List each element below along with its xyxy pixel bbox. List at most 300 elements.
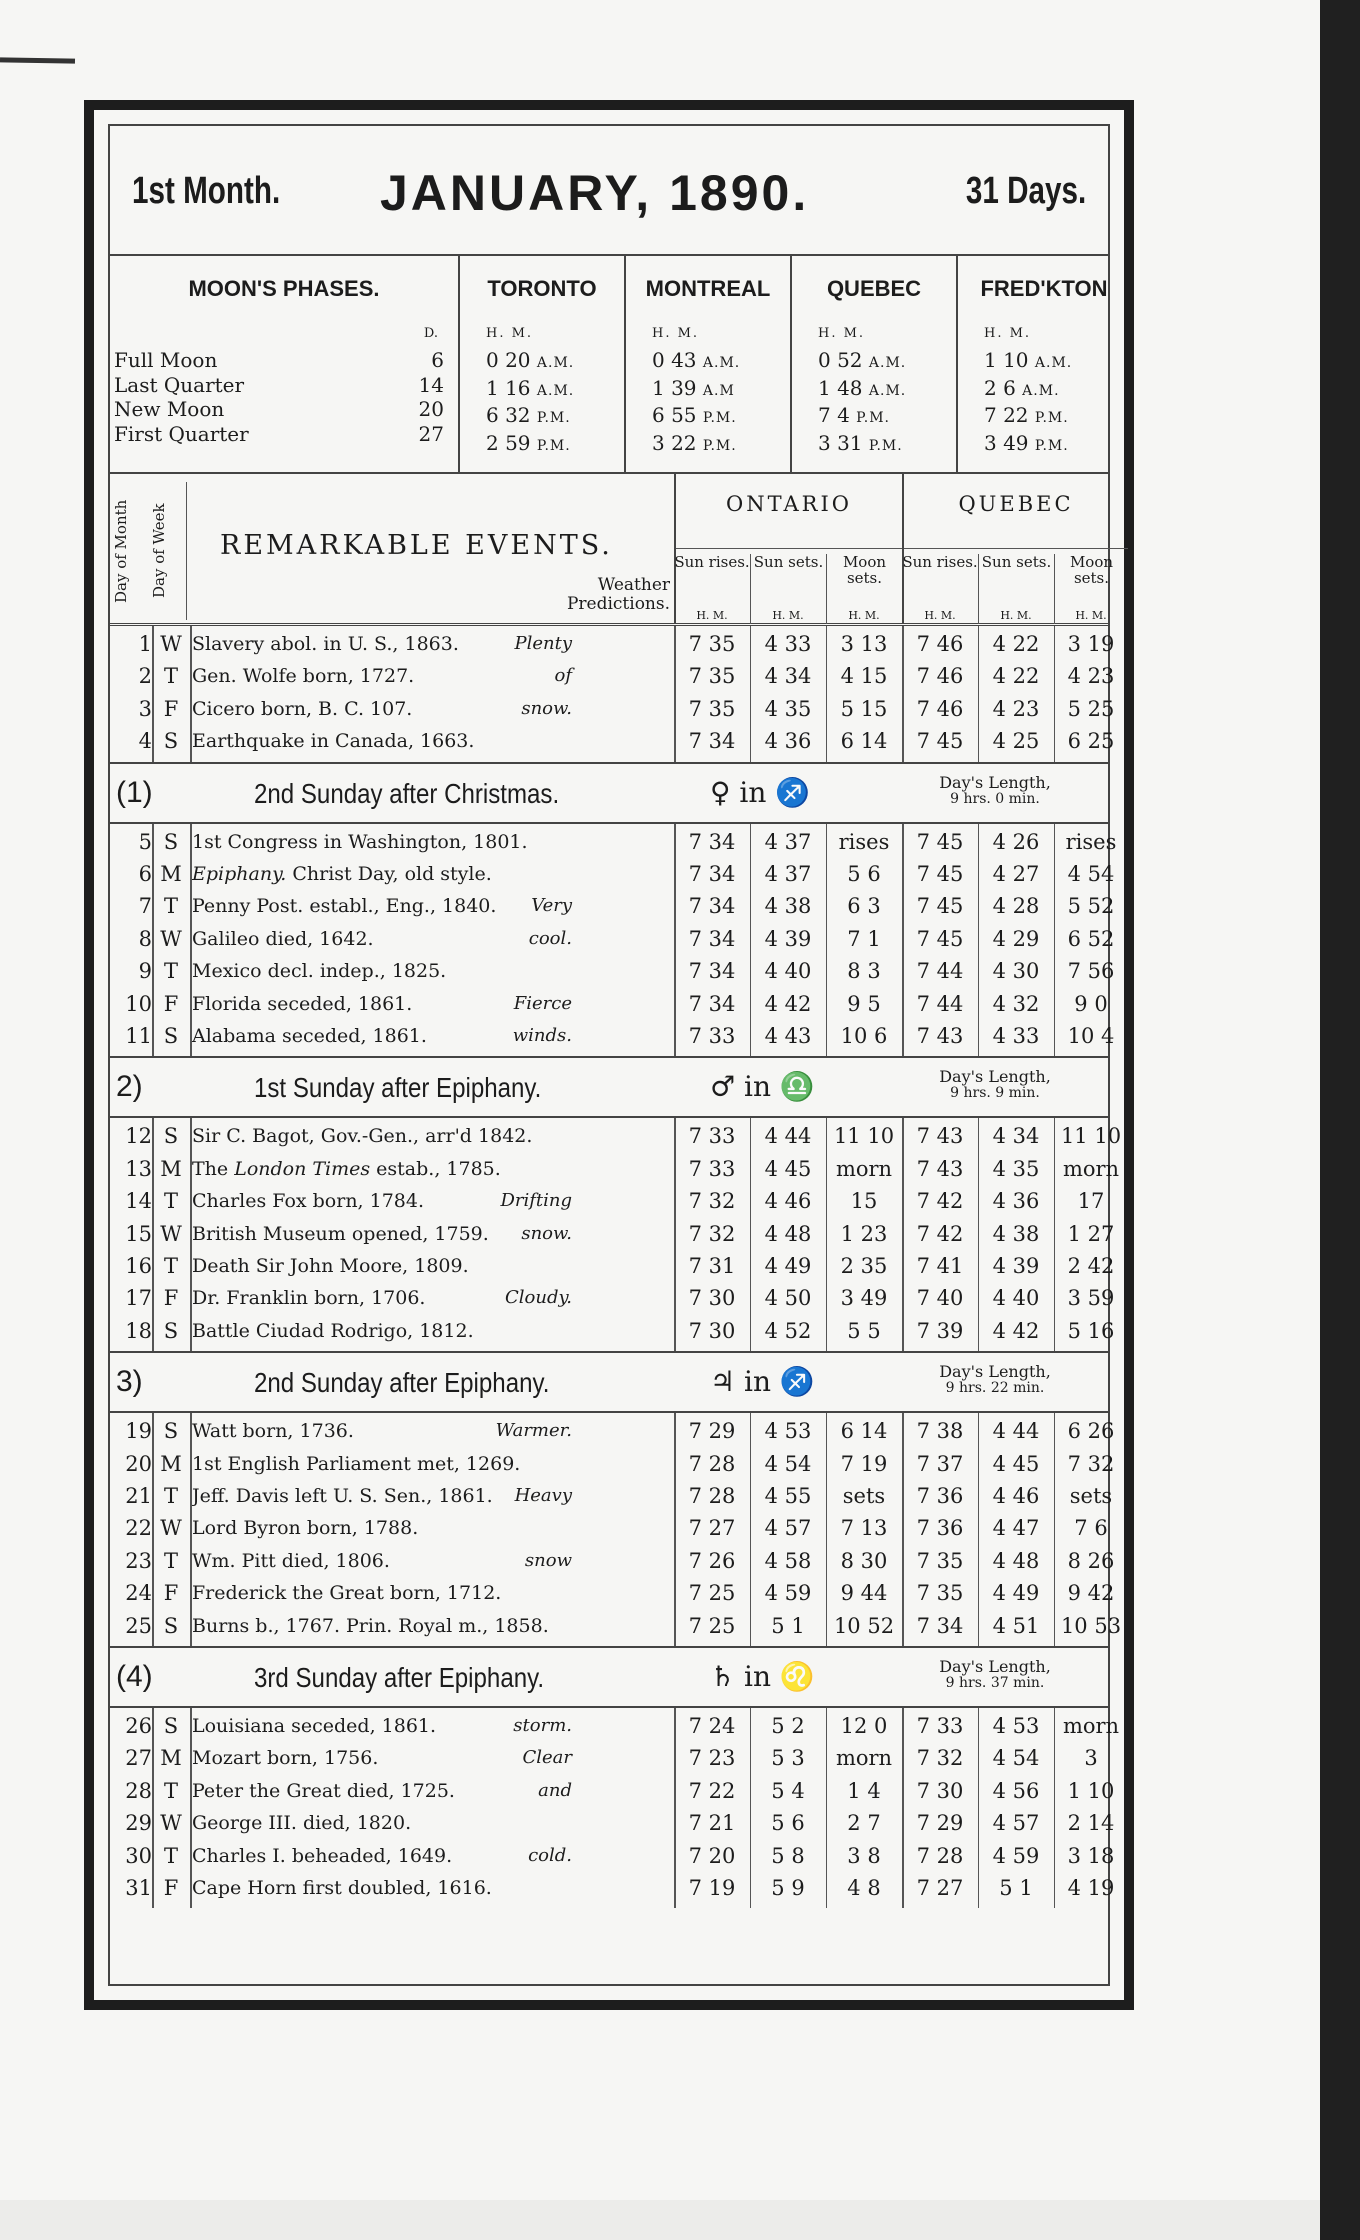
column-rule — [902, 1708, 904, 1908]
day-label: D. — [423, 326, 438, 341]
event-text: British Museum opened, 1759. — [192, 1222, 489, 1245]
time-cell: 6 26 — [1067, 1419, 1115, 1444]
time-cell: 7 19 — [688, 1876, 736, 1900]
day-length-label: Day's Length, — [939, 1362, 1051, 1382]
column-rule — [674, 1413, 676, 1646]
weather-prediction: snow. — [521, 697, 572, 719]
column-rule — [826, 1708, 827, 1908]
day-of-week: T — [163, 1484, 178, 1508]
day-of-month: 4 — [138, 729, 152, 754]
time-cell: 7 20 — [688, 1843, 736, 1868]
time-cell: 7 19 — [840, 1451, 888, 1476]
time-cell: 7 37 — [916, 1451, 964, 1476]
column-rule — [152, 1413, 154, 1646]
event-text: Penny Post. establ., Eng., 1840. — [192, 895, 497, 918]
time-cell: 7 34 — [688, 894, 736, 919]
column-rule — [152, 1118, 154, 1351]
phase-time — [818, 403, 906, 431]
time-cell: 7 43 — [916, 1124, 964, 1149]
time-cell: 4 39 — [764, 926, 812, 951]
phase-row — [114, 397, 444, 422]
remarkable-events-header: REMARKABLE EVENTS. — [220, 530, 613, 561]
time-cell: 4 40 — [764, 959, 812, 984]
time-cell: 4 36 — [992, 1189, 1040, 1214]
time-value: 0 20 — [486, 348, 531, 372]
calendar-row — [110, 988, 1108, 1020]
time-value: 2 6 — [984, 375, 1016, 400]
day-of-week: T — [163, 1778, 178, 1803]
time-cell: 10 6 — [840, 1024, 888, 1048]
calendar-row — [110, 890, 1115, 922]
phase-day: 6 — [431, 348, 444, 372]
time-cell: 7 40 — [916, 1286, 964, 1311]
time-cell: 4 28 — [992, 894, 1040, 919]
time-cell: 4 35 — [992, 1156, 1040, 1181]
sunday-number: 3) — [116, 1365, 143, 1399]
sunday-name: 2nd Sunday after Epiphany. — [254, 1367, 550, 1399]
time-cell: 7 35 — [688, 664, 736, 689]
time-cell: 7 36 — [916, 1484, 964, 1508]
time-cell: 4 38 — [992, 1221, 1040, 1246]
day-length-label: Day's Length, — [939, 1657, 1051, 1676]
time-cell: 4 15 — [840, 664, 888, 689]
city-name: FRED'KTON — [980, 276, 1108, 301]
time-cell: 7 24 — [688, 1714, 736, 1738]
time-cell: 7 45 — [916, 926, 964, 951]
time-cell: rises — [838, 829, 890, 854]
day-of-week: S — [163, 1419, 179, 1444]
day-of-week: W — [160, 1221, 182, 1246]
event-text: Frederick the Great born, 1712. — [192, 1582, 502, 1605]
time-cell: 7 21 — [688, 1811, 736, 1836]
time-cell: 5 1 — [999, 1876, 1033, 1900]
time-cell: 7 42 — [916, 1189, 964, 1214]
hm-sub-label: H. M. — [1000, 609, 1032, 622]
phase-time — [818, 376, 906, 404]
time-cell: 4 37 — [764, 829, 812, 854]
time-value: 1 10 — [984, 348, 1029, 372]
time-value: 3 49 — [984, 430, 1029, 455]
time-cell: 4 45 — [992, 1451, 1040, 1476]
meridiem: A.M. — [536, 382, 575, 399]
time-cell: 4 49 — [764, 1254, 812, 1278]
phase-times — [652, 348, 740, 458]
meridiem: A.M. — [868, 382, 907, 399]
day-of-week: T — [163, 959, 178, 984]
time-cell: 7 27 — [916, 1876, 964, 1900]
region-rule — [676, 548, 902, 549]
time-cell: 7 34 — [688, 829, 736, 854]
time-cell: 2 7 — [847, 1811, 881, 1836]
day-of-month: 25 — [125, 1613, 152, 1638]
time-cell: 4 55 — [764, 1484, 812, 1508]
column-headers — [110, 474, 1114, 626]
day-of-month: 10 — [125, 991, 152, 1016]
day-length — [910, 774, 1080, 808]
time-cell: 4 22 — [992, 632, 1040, 656]
time-cell: 7 1 — [847, 926, 881, 951]
day-of-week: S — [163, 1318, 179, 1343]
time-cell: 7 25 — [688, 1613, 736, 1638]
event-text: Earthquake in Canada, 1663. — [192, 730, 475, 753]
phase-time — [652, 403, 740, 431]
hm-label: H. M. — [818, 326, 866, 341]
time-cell: 7 32 — [916, 1746, 964, 1771]
calendar-row — [110, 1610, 1122, 1642]
time-cell: 4 32 — [992, 991, 1040, 1016]
column-rule — [902, 1118, 904, 1351]
time-cell: 7 45 — [916, 829, 964, 854]
day-of-week: W — [160, 1811, 182, 1836]
phase-time — [984, 403, 1072, 431]
day-of-week: W — [160, 1516, 182, 1541]
column-rule — [152, 626, 154, 762]
day-of-month: 31 — [125, 1876, 152, 1900]
time-cell: 6 14 — [840, 1419, 888, 1444]
weather-prediction: cold. — [528, 1844, 572, 1866]
time-cell: morn — [1062, 1714, 1120, 1738]
sub-header: Moon sets. — [826, 554, 902, 624]
time-cell: 4 46 — [764, 1189, 812, 1214]
column-rule — [190, 1413, 192, 1646]
calendar-row — [110, 1577, 1115, 1609]
calendar-row — [110, 1807, 1115, 1839]
time-cell: 4 52 — [764, 1318, 812, 1343]
column-rule — [826, 824, 827, 1057]
month-number: 1st Month. — [132, 170, 281, 212]
day-of-month: 16 — [125, 1254, 152, 1278]
time-cell: 4 58 — [764, 1548, 812, 1573]
time-cell: 7 28 — [688, 1484, 736, 1508]
time-cell: 3 59 — [1067, 1286, 1115, 1311]
calendar-row — [110, 1020, 1115, 1052]
phase-day: 20 — [418, 397, 444, 421]
time-cell: 7 25 — [688, 1581, 736, 1606]
day-of-month: 17 — [125, 1286, 152, 1311]
day-of-week: T — [163, 1189, 178, 1214]
event-text: Mexico decl. indep., 1825. — [192, 960, 447, 983]
time-cell: 4 50 — [764, 1286, 812, 1311]
day-of-week: S — [163, 729, 179, 754]
day-of-week: F — [163, 1581, 179, 1606]
phase-time — [652, 348, 740, 376]
column-rule — [1054, 1118, 1055, 1351]
city-name: TORONTO — [487, 276, 597, 301]
moon-phases-table — [110, 256, 1108, 474]
calendar-row — [110, 1775, 1115, 1807]
sub-header: Sun rises. — [674, 553, 750, 571]
time-cell: 2 14 — [1067, 1811, 1115, 1836]
phase-name: Full Moon — [114, 348, 218, 372]
time-cell: morn — [1062, 1156, 1120, 1181]
city-name: MONTREAL — [645, 276, 771, 301]
time-cell: 4 46 — [992, 1484, 1040, 1508]
time-cell: 1 4 — [847, 1778, 881, 1803]
weather-prediction: Drifting — [500, 1190, 572, 1212]
time-cell: 7 44 — [916, 991, 964, 1016]
day-of-month: 12 — [125, 1124, 152, 1149]
time-cell: 12 0 — [840, 1714, 888, 1738]
time-cell: 3 13 — [840, 632, 888, 656]
column-rule — [902, 824, 904, 1057]
time-cell: 5 2 — [771, 1714, 805, 1738]
event-text: Jeff. Davis left U. S. Sen., 1861. — [192, 1485, 493, 1507]
time-cell: 5 4 — [771, 1778, 805, 1803]
time-cell: 9 0 — [1074, 991, 1108, 1016]
day-length — [910, 1658, 1080, 1692]
day-of-month: 18 — [125, 1318, 152, 1343]
region-rule — [904, 548, 1128, 549]
time-cell: 7 28 — [916, 1843, 964, 1868]
calendar-row — [110, 1872, 1115, 1904]
time-cell: 5 6 — [847, 862, 881, 886]
day-of-month: 1 — [138, 632, 152, 656]
weather-prediction: Warmer. — [495, 1420, 572, 1442]
time-cell: 10 53 — [1060, 1613, 1122, 1638]
sunday-name: 1st Sunday after Epiphany. — [254, 1072, 542, 1104]
weather-prediction: of — [554, 665, 572, 687]
day-of-week: F — [163, 991, 179, 1016]
time-cell: 4 29 — [992, 926, 1040, 951]
time-cell: 9 42 — [1067, 1581, 1115, 1606]
time-cell: 7 38 — [916, 1419, 964, 1444]
time-cell: 5 52 — [1067, 894, 1115, 919]
phase-day: 14 — [418, 372, 444, 397]
time-cell: 7 39 — [916, 1318, 964, 1343]
hm-sub-label: H. M. — [924, 609, 956, 622]
time-cell: 8 3 — [847, 959, 881, 984]
phase-day: 27 — [418, 421, 444, 446]
column-rule — [750, 1413, 751, 1646]
day-length-value: 9 hrs. 22 min. — [945, 1380, 1045, 1397]
column-rule — [826, 626, 827, 762]
time-cell: 4 49 — [992, 1581, 1040, 1606]
event-text: Charles Fox born, 1784. — [192, 1190, 425, 1213]
day-of-month: 7 — [138, 894, 152, 919]
time-cell: 7 27 — [688, 1516, 736, 1541]
day-of-week: M — [160, 1451, 182, 1476]
event-text: Florida seceded, 1861. — [192, 992, 413, 1015]
city-name: QUEBEC — [826, 276, 922, 301]
event-text: Sir C. Bagot, Gov.-Gen., arr'd 1842. — [192, 1125, 533, 1148]
column-rule — [190, 1118, 192, 1351]
time-cell: 4 48 — [764, 1221, 812, 1246]
time-cell: 4 22 — [992, 664, 1040, 689]
calendar-row — [110, 725, 1115, 757]
time-cell: 3 — [1084, 1746, 1098, 1771]
phase-list — [114, 348, 444, 446]
time-cell: 4 43 — [764, 1024, 812, 1048]
time-cell: 17 — [1077, 1189, 1105, 1214]
phase-row — [114, 422, 444, 447]
hm-sub-label: H. M. — [848, 609, 880, 622]
time-cell: 6 3 — [847, 894, 881, 919]
column-rule — [750, 1708, 751, 1908]
time-cell: 4 33 — [992, 1024, 1040, 1048]
weather-predictions-header: Weather Predictions. — [566, 575, 670, 614]
phase-time — [652, 376, 740, 404]
meridiem: A.M. — [868, 355, 907, 371]
day-of-week: T — [163, 894, 178, 919]
meridiem: A.M. — [1022, 382, 1060, 399]
time-cell: morn — [835, 1746, 893, 1771]
event-text: Alabama seceded, 1861. — [192, 1025, 427, 1047]
time-cell: 7 34 — [688, 862, 736, 886]
sunday-number: (1) — [116, 775, 153, 809]
column-rule — [1054, 1708, 1055, 1908]
meridiem: P.M. — [868, 437, 903, 454]
weather-prediction: storm. — [513, 1715, 572, 1736]
column-rule — [902, 626, 904, 762]
phase-time — [818, 348, 906, 376]
time-cell: 7 22 — [688, 1778, 736, 1803]
time-cell: 7 45 — [916, 862, 964, 886]
time-cell: 7 35 — [688, 696, 736, 721]
time-cell: 7 34 — [688, 729, 736, 754]
time-value: 7 4 — [818, 403, 850, 427]
meridiem: P.M. — [536, 437, 571, 454]
phase-time — [486, 403, 574, 431]
calendar-row — [110, 660, 1115, 692]
time-cell: 6 14 — [840, 729, 888, 754]
time-cell: 7 26 — [688, 1548, 736, 1573]
time-cell: 4 57 — [764, 1516, 812, 1541]
day-of-month: 19 — [125, 1419, 152, 1444]
time-cell: 7 23 — [688, 1746, 736, 1771]
time-cell: 8 30 — [840, 1548, 888, 1573]
time-cell: 5 5 — [847, 1318, 881, 1343]
day-of-month: 15 — [125, 1221, 152, 1246]
day-of-week: T — [163, 1843, 178, 1868]
time-cell: 7 36 — [916, 1516, 964, 1541]
day-of-month: 2 — [138, 664, 152, 689]
time-cell: 4 26 — [992, 829, 1040, 854]
day-of-month: 22 — [125, 1516, 152, 1541]
calendar-row — [110, 1545, 1115, 1577]
calendar-row — [110, 1120, 1122, 1152]
weather-prediction: winds. — [512, 1025, 572, 1046]
column-rule — [1054, 626, 1055, 762]
calendar-row — [110, 1840, 1115, 1872]
phase-time — [486, 376, 574, 404]
calendar-row — [110, 1742, 1108, 1774]
sub-header: Moon sets. — [1054, 554, 1128, 624]
planet-position: ♂ in ♎ — [710, 1070, 815, 1104]
event-text: Dr. Franklin born, 1706. — [192, 1287, 426, 1310]
calendar-row — [110, 1415, 1115, 1447]
weather-prediction: snow. — [521, 1222, 572, 1244]
time-cell: 7 35 — [916, 1581, 964, 1606]
day-of-week: T — [163, 664, 178, 689]
almanac-inner — [108, 124, 1122, 1986]
calendar-row — [110, 1315, 1115, 1347]
time-cell: 4 48 — [992, 1548, 1040, 1573]
time-cell: 7 42 — [916, 1221, 964, 1246]
day-of-month: 9 — [138, 959, 152, 984]
title-row — [110, 126, 1108, 256]
day-of-week: F — [163, 1876, 179, 1900]
time-cell: 9 5 — [847, 991, 881, 1016]
sub-header: Sun rises. — [902, 553, 978, 571]
time-cell: 5 6 — [771, 1811, 805, 1836]
time-value: 0 43 — [652, 348, 697, 372]
event-text: Lord Byron born, 1788. — [192, 1517, 419, 1540]
time-cell: 4 34 — [764, 664, 812, 689]
time-cell: 4 34 — [992, 1124, 1040, 1149]
event-text: Wm. Pitt died, 1806. — [192, 1549, 390, 1572]
time-cell: 7 44 — [916, 959, 964, 984]
day-of-week: S — [163, 1714, 179, 1738]
time-cell: 4 54 — [1067, 862, 1115, 886]
column-rule — [978, 824, 979, 1057]
calendar-row — [110, 1282, 1115, 1314]
time-cell: 7 33 — [688, 1156, 736, 1181]
day-of-week: S — [163, 829, 179, 854]
column-rule — [152, 824, 154, 1057]
time-cell: 7 30 — [916, 1778, 964, 1803]
phase-name: Last Quarter — [114, 372, 245, 397]
column-rule — [152, 1708, 154, 1908]
time-cell: 7 45 — [916, 894, 964, 919]
time-cell: 5 15 — [840, 696, 888, 721]
time-cell: rises — [1065, 829, 1117, 854]
day-of-month-header: Day of Month — [112, 499, 130, 603]
day-of-month: 11 — [125, 1024, 152, 1048]
time-cell: 10 4 — [1067, 1024, 1115, 1048]
day-of-month: 20 — [125, 1451, 152, 1476]
time-cell: 7 29 — [688, 1419, 736, 1444]
event-text: Mozart born, 1756. — [192, 1747, 379, 1770]
meridiem: P.M. — [856, 410, 890, 426]
region-quebec: QUEBEC — [958, 492, 1074, 516]
time-cell: 4 39 — [992, 1254, 1040, 1278]
calendar-row — [110, 858, 1115, 890]
meridiem: A.M. — [536, 355, 575, 371]
phase-name: New Moon — [114, 397, 225, 421]
day-of-month: 14 — [125, 1189, 152, 1214]
time-cell: 7 29 — [916, 1811, 964, 1836]
page-edge — [1320, 0, 1360, 2240]
time-cell: 4 37 — [764, 862, 812, 886]
time-value: 3 31 — [818, 430, 863, 455]
day-length — [910, 1363, 1080, 1397]
time-cell: 4 8 — [847, 1876, 881, 1900]
time-cell: 4 40 — [992, 1286, 1040, 1311]
time-value: 3 22 — [652, 430, 697, 455]
time-cell: 3 8 — [847, 1843, 881, 1868]
day-length-label: Day's Length, — [939, 772, 1051, 792]
time-cell: 7 34 — [688, 926, 736, 951]
calendar-row — [110, 1153, 1120, 1185]
day-of-month: 28 — [125, 1778, 152, 1803]
time-cell: 11 10 — [833, 1124, 895, 1149]
event-text: Cape Horn first doubled, 1616. — [192, 1877, 492, 1899]
event-text: Peter the Great died, 1725. — [192, 1779, 455, 1802]
column-rule — [190, 824, 192, 1057]
time-value: 2 59 — [486, 430, 531, 455]
time-cell: 7 45 — [916, 729, 964, 754]
time-cell: 2 42 — [1067, 1254, 1115, 1278]
phase-time — [984, 348, 1072, 376]
time-cell: 2 35 — [840, 1254, 888, 1278]
event-text: Epiphany. Christ Day, old style. — [192, 863, 492, 885]
sunday-row — [110, 1646, 1108, 1708]
time-cell: 7 46 — [916, 664, 964, 689]
event-text: Death Sir John Moore, 1809. — [192, 1255, 469, 1277]
sunday-number: (4) — [116, 1660, 153, 1693]
calendar-row — [110, 1480, 1113, 1512]
phase-time — [486, 348, 574, 376]
